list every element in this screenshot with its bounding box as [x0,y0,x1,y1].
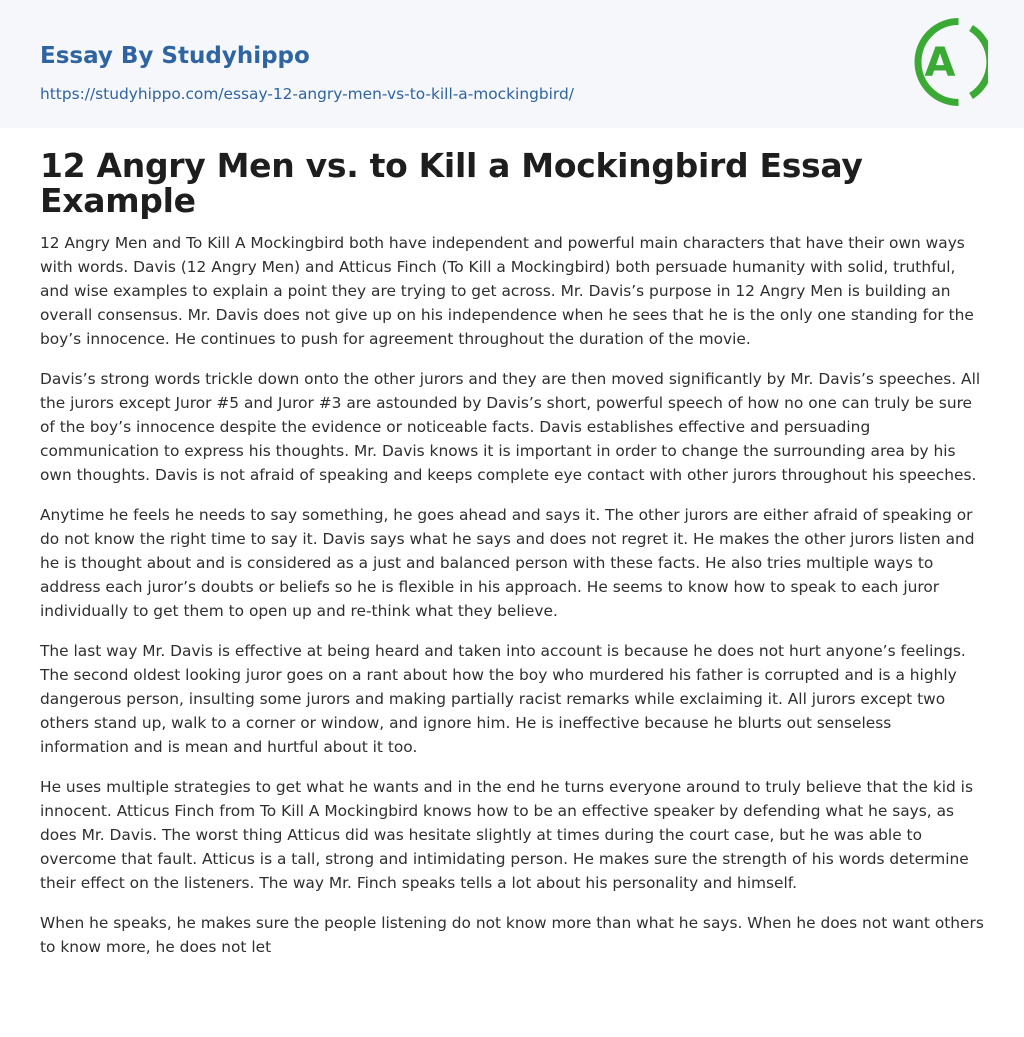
essay-paragraph: The last way Mr. Davis is effective at being heard and taken into account is because he does not hurt anyone’s feelings. The second oldest looking juror goes on a rant about how the boy who murdered his father is corrupted and is a highly dangerous person, insulting some jurors and making partially racist remarks while exclaiming it. All jurors except two others stand up, walk to a corner or window, and ignore him. He is ineffective because he blurts out senseless information and is mean and hurtful about it too. [40,642,966,756]
essay-paragraph: Davis’s strong words trickle down onto the other jurors and they are then moved significantly by Mr. Davis’s speeches. All the jurors except Juror #5 and Juror #3 are astounded by Davis’s short, powerful speech of how no one can truly be sure of the boy’s innocence despite the evidence or noticeable facts. Davis establishes effective and persuading communication to express his thoughts. Mr. Davis knows it is important in order to change the surrounding area by his own thoughts. Davis is not afraid of speaking and keeps complete eye contact with other jurors throughout his speeches. [40,370,981,484]
page-title: 12 Angry Men vs. to Kill a Mockingbird Essay Example [40,146,863,220]
site-header [0,0,1024,128]
essay-paragraph: 12 Angry Men and To Kill A Mockingbird both have independent and powerful main characters that have their own ways with words. Davis (12 Angry Men) and Atticus Finch (To Kill a Mockingbird) both persuade humanity with solid, truthful, and wise examples to explain a point they are trying to get across. Mr. Davis’s purpose in 12 Angry Men is building an overall consensus. Mr. Davis does not give up on his independence when he sees that he is the only one standing for the boy’s innocence. He continues to push for agreement throughout the duration of the movie. [40,234,974,348]
essay-paragraph: He uses multiple strategies to get what he wants and in the end he turns everyone around to truly believe that the kid is innocent. Atticus Finch from To Kill A Mockingbird knows how to be an effective speaker by defending what he says, as does Mr. Davis. The worst thing Atticus did was hesitate slightly at times during the court case, but he was able to overcome that fault. Atticus is a tall, strong and intimidating person. He makes sure the strength of his words determine their effect on the listeners. The way Mr. Finch speaks tells a lot about his personality and himself. [40,778,973,892]
site-title[interactable]: Essay By Studyhippo [40,43,310,69]
studyhippo-logo-icon[interactable] [910,18,988,106]
essay-content [40,148,984,975]
essay-body [40,231,984,959]
logo-letter: A [924,40,956,86]
essay-paragraph: When he speaks, he makes sure the people listening do not know more than what he says. When he does not want others to know more, he does not let [40,914,984,956]
essay-paragraph: Anytime he feels he needs to say something, he goes ahead and says it. The other jurors are either afraid of speaking or do not know the right time to say it. Davis says what he says and does not regret it. He makes the other jurors listen and he is thought about and is considered as a just and balanced person with these facts. He also tries multiple ways to address each juror’s doubts or beliefs so he is flexible in his approach. He seems to know how to speak to each juror individually to get them to open up and re-think what they believe. [40,506,975,620]
essay-url-link[interactable]: https://studyhippo.com/essay-12-angry-men-vs-to-kill-a-mockingbird/ [40,85,574,103]
